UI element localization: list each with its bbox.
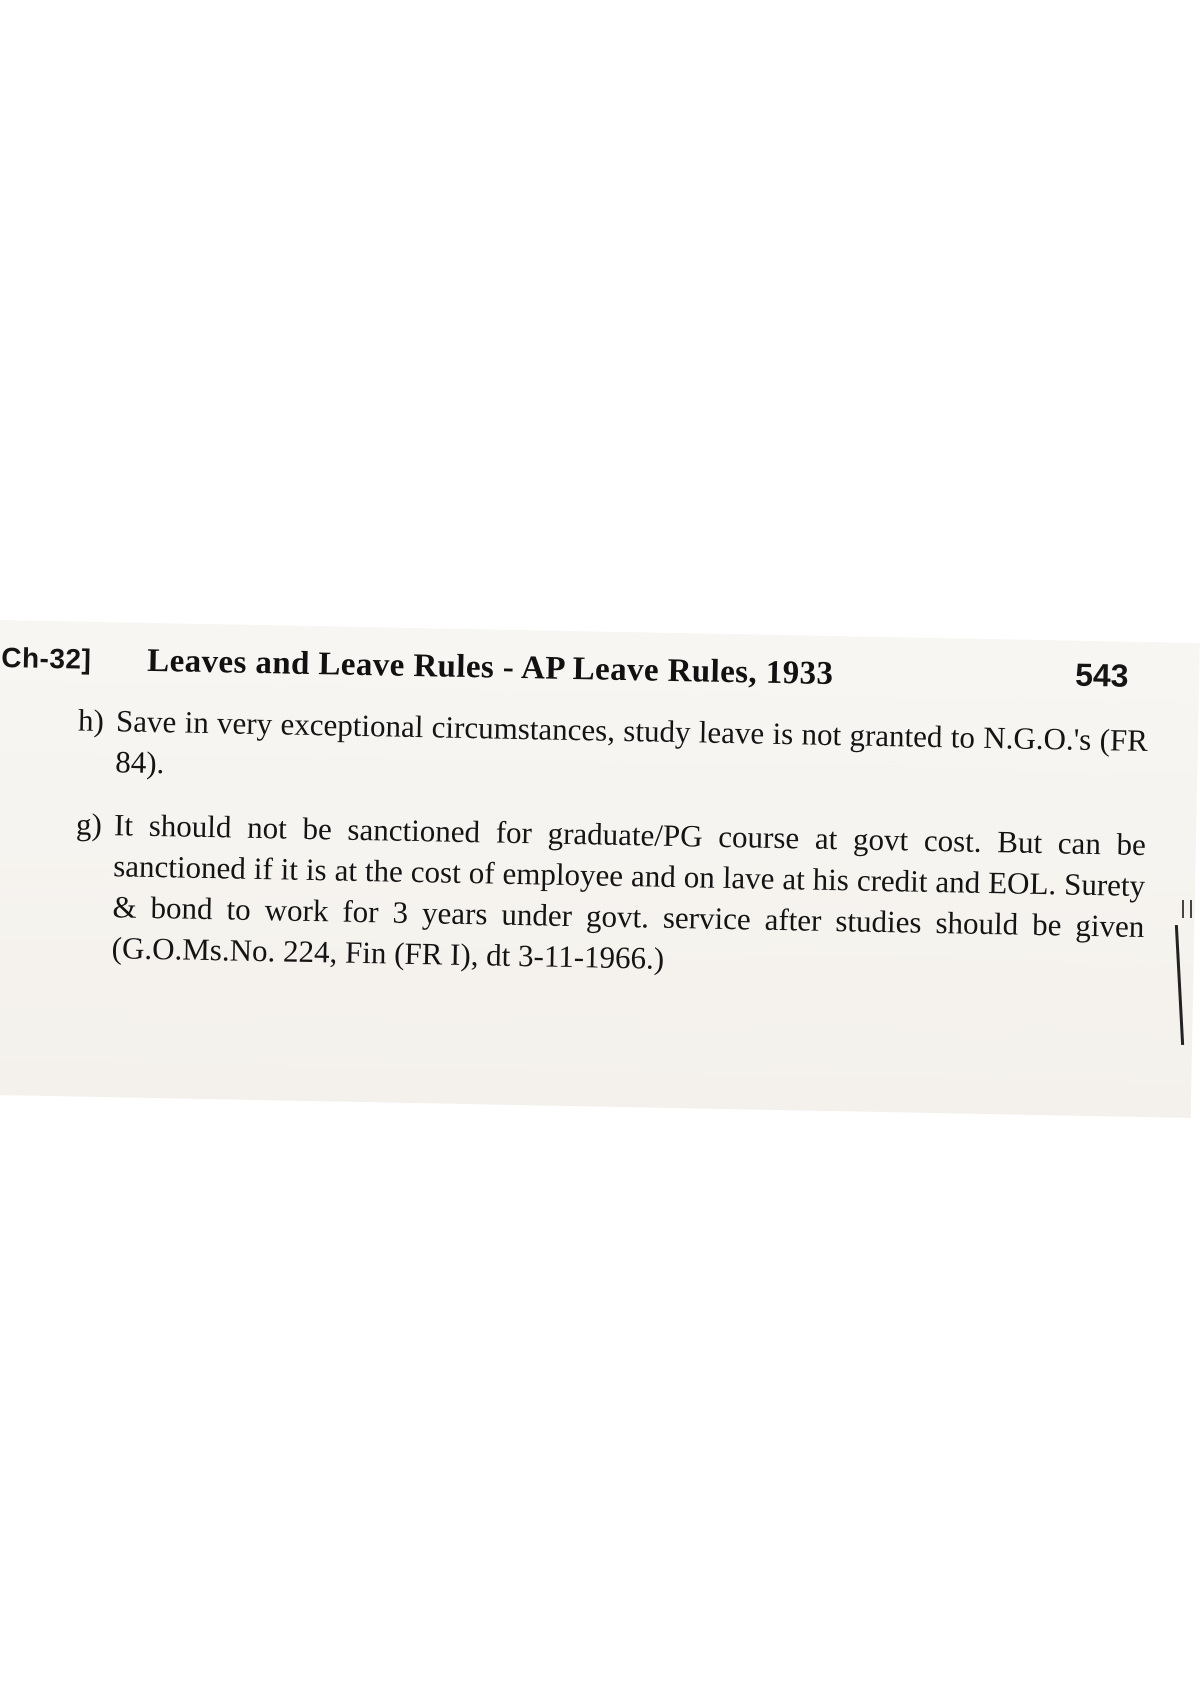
rule-text: Save in very exceptional circumstances, study leave is not granted to N.G.O.'s (FR 84). bbox=[114, 703, 1149, 781]
page-number: 543 bbox=[1074, 656, 1129, 694]
book-page-scan bbox=[0, 620, 1200, 1118]
margin-bracket-mark bbox=[1182, 900, 1192, 918]
rule-text: It should not be sanctioned for graduate/PG course at govt cost. But can be sanctioned if it is at the cost of employee and on lave at his credit and EOL. Surety & bond to work for 3 years under govt. service after studies should be given (G.O.Ms.No. 224, Fin (FR I), dt 3-11-1966.) bbox=[111, 807, 1147, 976]
running-header bbox=[0, 620, 1140, 702]
rule-item-h bbox=[0, 698, 1148, 802]
rule-marker: g) bbox=[75, 806, 103, 842]
rule-marker: h) bbox=[77, 702, 105, 739]
header-title: Leaves and Leave Rules - AP Leave Rules, 1933 bbox=[146, 642, 834, 693]
rule-list bbox=[0, 698, 1148, 1010]
chapter-label: Ch-32] bbox=[0, 642, 92, 675]
rule-item-g bbox=[0, 802, 1146, 988]
